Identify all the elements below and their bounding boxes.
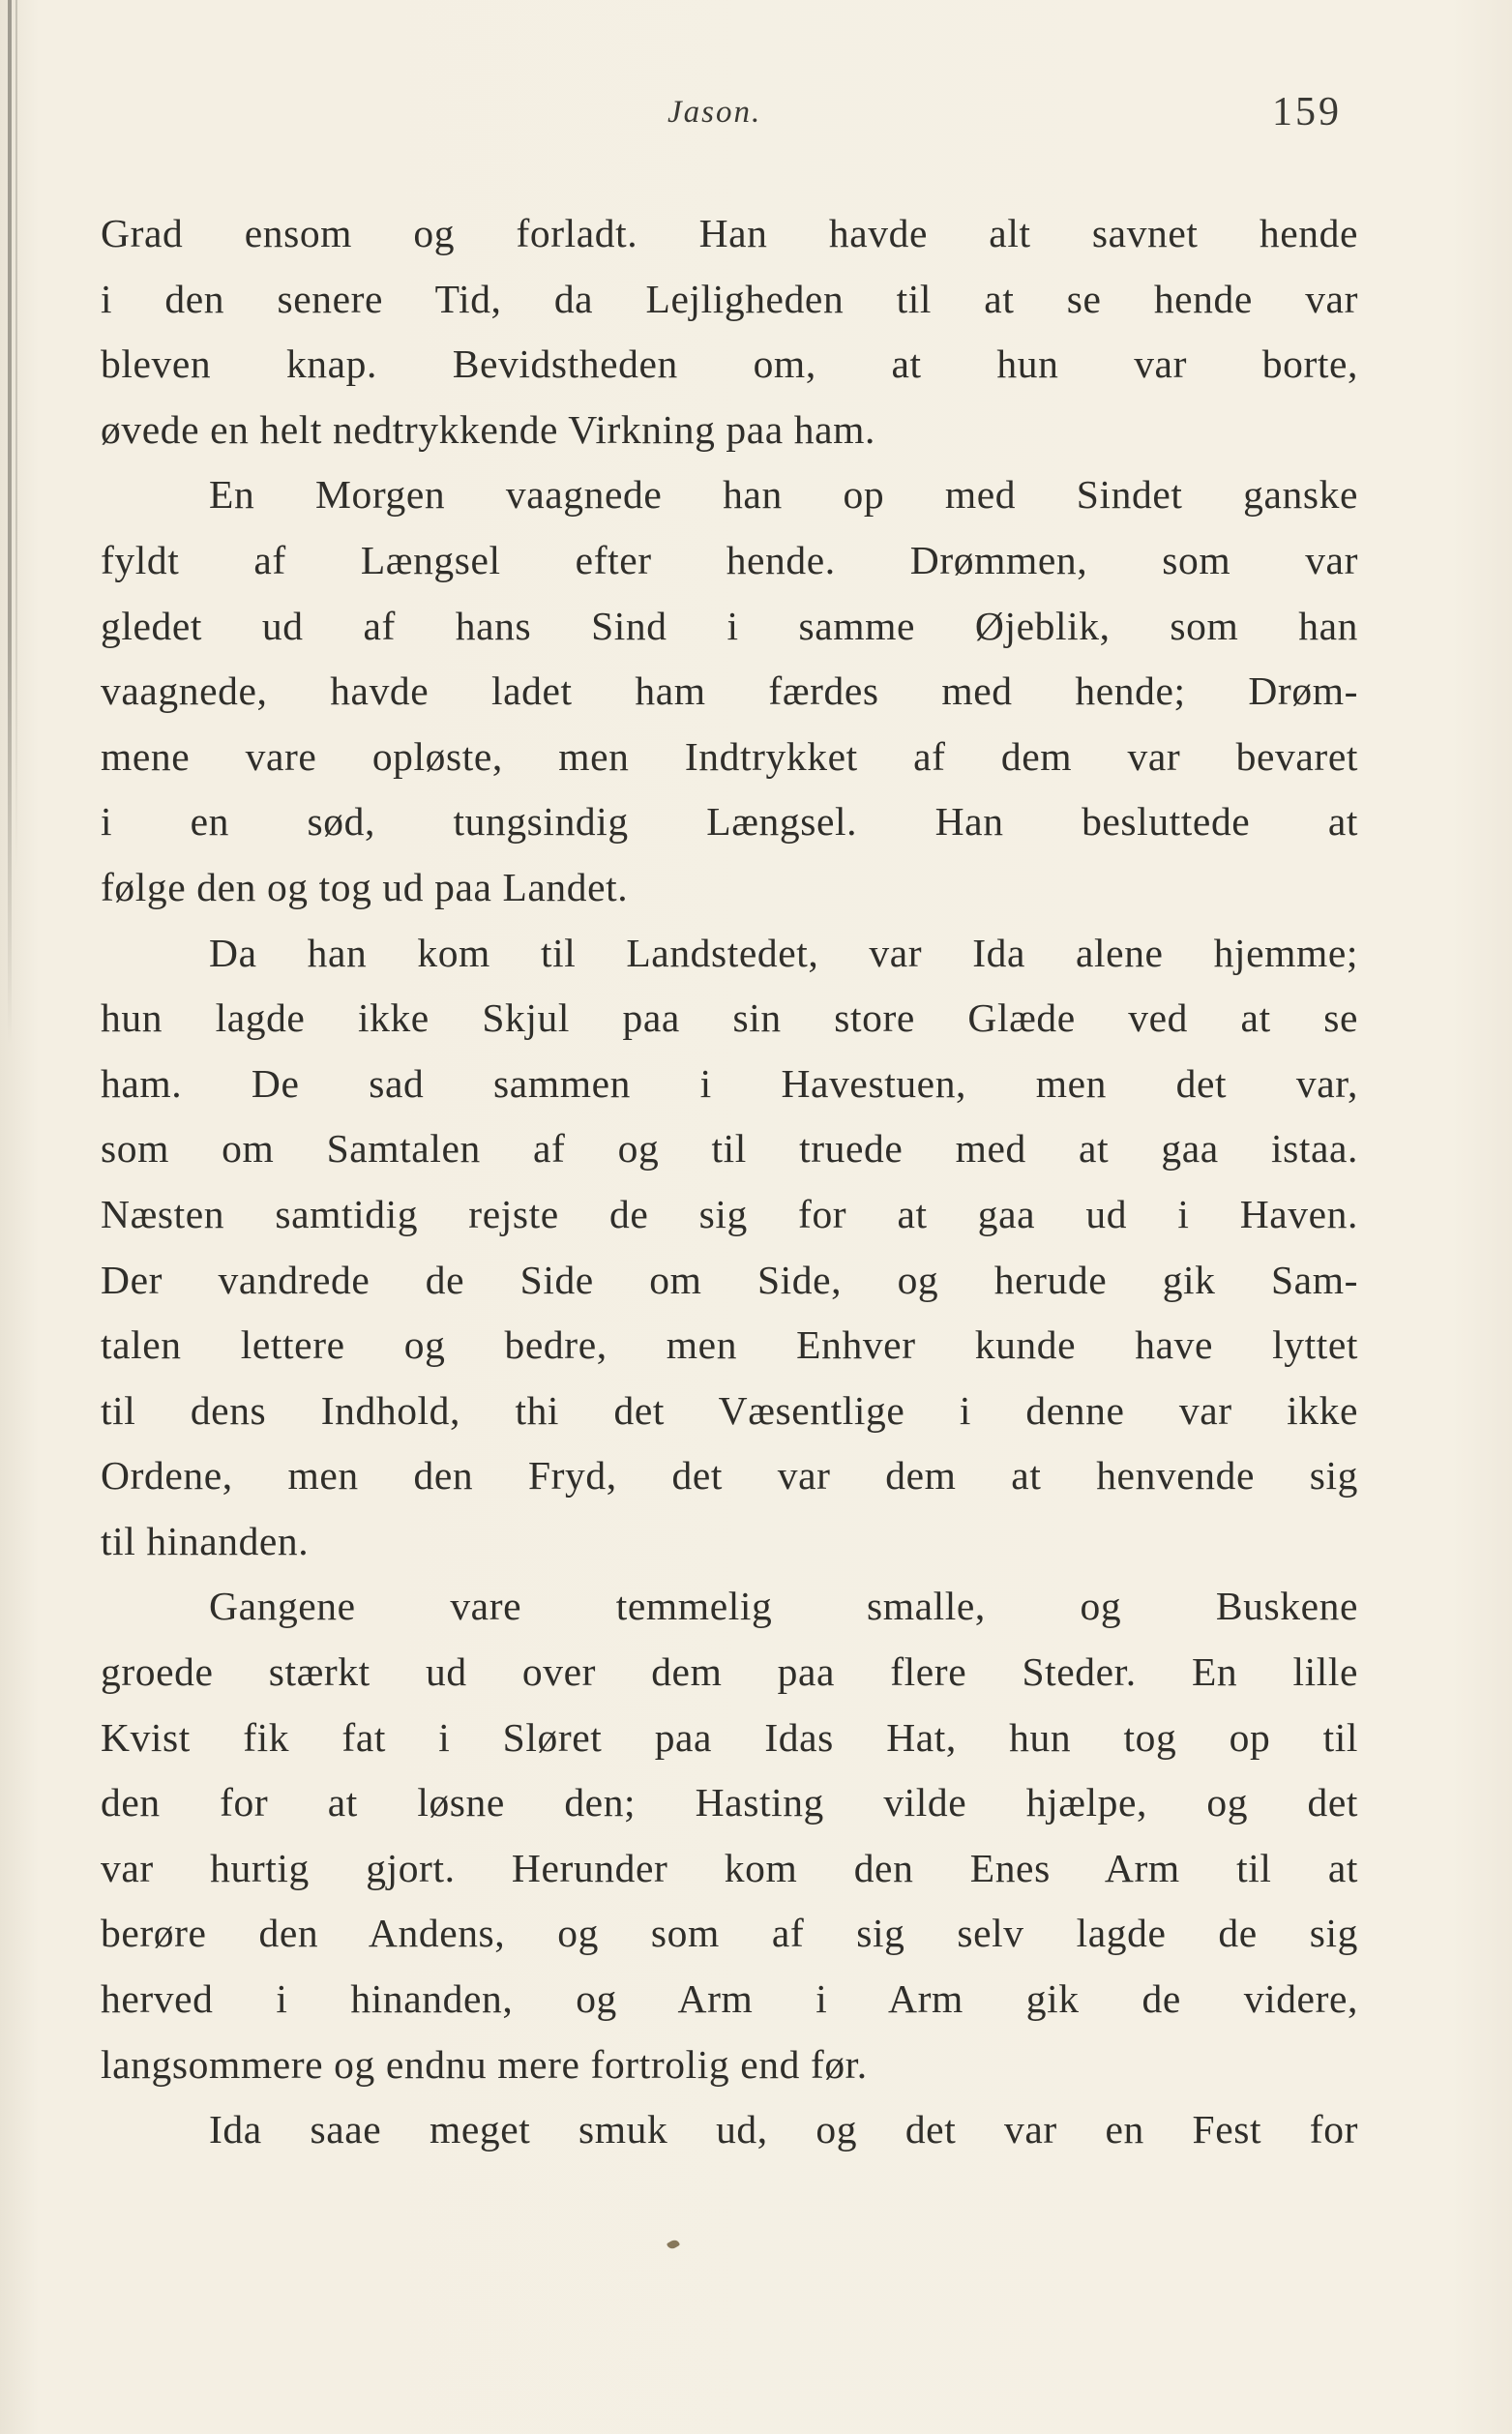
page-header: [0, 89, 1512, 147]
text-line: i den senere Tid, da Lejligheden til at se hende var: [101, 276, 1358, 321]
body-text: [101, 201, 1358, 2163]
text-line: Ida saae meget smuk ud, og det var en Fest for: [209, 2107, 1358, 2152]
text-line: følge den og tog ud paa Landet.: [101, 864, 629, 909]
text-line: talen lettere og bedre, men Enhver kunde have lyttet: [101, 1322, 1358, 1368]
text-line: hun lagde ikke Skjul paa sin store Glæde ved at se: [101, 995, 1358, 1041]
text-line: var hurtig gjort. Herunder kom den Enes Arm til at: [101, 1845, 1358, 1890]
page-number: 159: [1272, 90, 1342, 134]
text-line: ham. De sad sammen i Havestuen, men det var,: [101, 1060, 1358, 1106]
text-line: fyldt af Længsel efter hende. Drømmen, som var: [101, 537, 1358, 582]
text-line: groede stærkt ud over dem paa flere Steder. En lille: [101, 1649, 1358, 1695]
text-line: som om Samtalen af og til truede med at gaa istaa.: [101, 1126, 1358, 1172]
text-line: En Morgen vaagnede han op med Sindet ganske: [209, 472, 1358, 518]
text-line: til dens Indhold, thi det Væsentlige i denne var ikke: [101, 1387, 1358, 1433]
text-line: den for at løsne den; Hasting vilde hjælpe, og det: [101, 1780, 1358, 1826]
text-line: vaagnede, havde ladet ham færdes med hende; Drøm-: [101, 668, 1358, 714]
running-title: Jason.: [667, 95, 762, 130]
text-line: herved i hinanden, og Arm i Arm gik de videre,: [101, 1976, 1358, 2022]
text-line: bleven knap. Bevidstheden om, at hun var borte,: [101, 341, 1358, 387]
text-line: berøre den Andens, og som af sig selv lagde de sig: [101, 1911, 1358, 1956]
text-line: i en sød, tungsindig Længsel. Han besluttede at: [101, 799, 1358, 845]
text-line: langsommere og endnu mere fortrolig end før.: [101, 2041, 868, 2087]
ink-speck: [667, 2239, 680, 2251]
text-line: Ordene, men den Fryd, det var dem at henvende sig: [101, 1453, 1358, 1499]
text-line: gledet ud af hans Sind i samme Øjeblik, som han: [101, 603, 1358, 648]
binding-edge: [8, 0, 12, 1045]
text-line: Kvist fik fat i Sløret paa Idas Hat, hun tog op til: [101, 1714, 1358, 1760]
text-line: Næsten samtidig rejste de sig for at gaa ud i Haven.: [101, 1191, 1358, 1236]
text-line: til hinanden.: [101, 1518, 310, 1563]
text-line: øvede en helt nedtrykkende Virkning paa ham.: [101, 406, 876, 452]
text-line: Der vandrede de Side om Side, og herude gik Sam-: [101, 1257, 1358, 1302]
text-line: Grad ensom og forladt. Han havde alt savnet hende: [101, 211, 1358, 255]
text-line: mene vare opløste, men Indtrykket af dem var bevaret: [101, 733, 1358, 779]
text-line: Gangene vare temmelig smalle, og Buskene: [209, 1584, 1358, 1629]
text-line: Da han kom til Landstedet, var Ida alene hjemme;: [209, 930, 1358, 975]
